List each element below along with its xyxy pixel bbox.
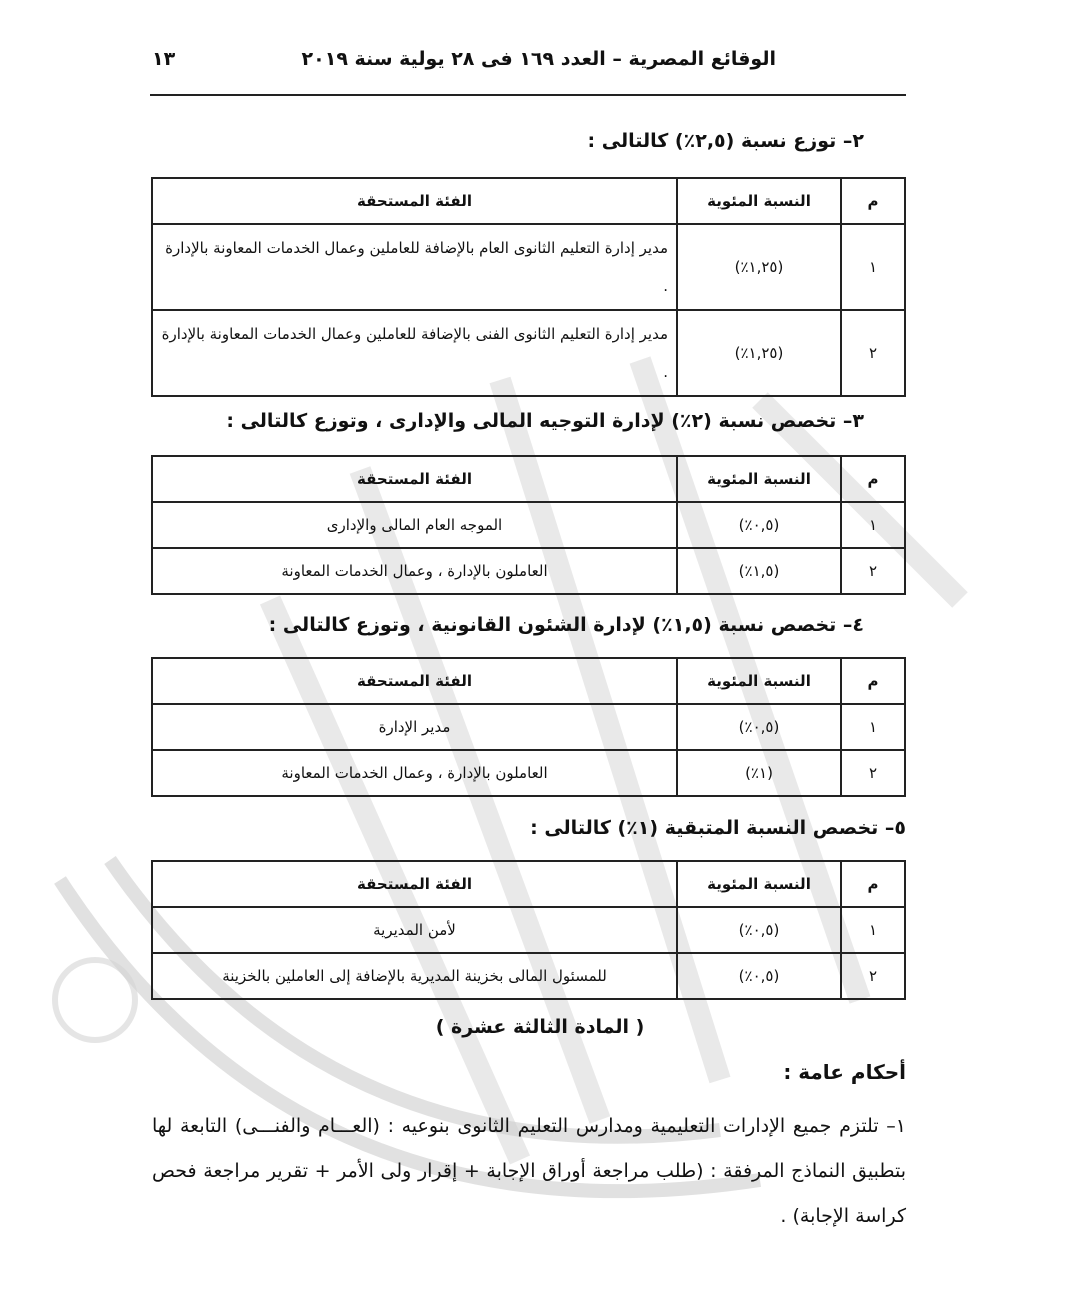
page-number: ١٣ bbox=[152, 48, 176, 70]
header-percent: النسبة المئوية bbox=[677, 178, 841, 224]
table-header-row bbox=[152, 178, 905, 224]
general-provisions-heading: أحكام عامة : bbox=[783, 1060, 906, 1084]
row-num: ١ bbox=[841, 224, 905, 310]
row-percent: (١,٥٪) bbox=[677, 548, 841, 594]
table-row bbox=[152, 548, 905, 594]
header-num: م bbox=[841, 658, 905, 704]
distribution-table bbox=[151, 860, 906, 1000]
row-percent: (١,٢٥٪) bbox=[677, 224, 841, 310]
table-row bbox=[152, 953, 905, 999]
gazette-title: الوقائع المصرية – العدد ١٦٩ فى ٢٨ يولية سنة ٢٠١٩ bbox=[301, 48, 776, 70]
table-row bbox=[152, 224, 905, 310]
header-num: م bbox=[841, 178, 905, 224]
distribution-table bbox=[151, 177, 906, 397]
section-heading: ٥– تخصص النسبة المتبقية (١٪) كالتالى : bbox=[530, 817, 906, 839]
row-num: ٢ bbox=[841, 548, 905, 594]
row-percent: (٠,٥٪) bbox=[677, 907, 841, 953]
header-percent: النسبة المئوية bbox=[677, 861, 841, 907]
row-percent: (١,٢٥٪) bbox=[677, 310, 841, 396]
body-paragraph: ١– تلتزم جميع الإدارات التعليمية ومدارس التعليم الثانوى بنوعيه : (العـــام والفنـــى) التابعة لها بتطبيق النماذج المرفقة : (طلب مراجعة أوراق الإجابة + إقرار ولى الأمر + تقرير مراجعة فحص كراسة الإجابة) . bbox=[152, 1115, 906, 1227]
table-header-row bbox=[152, 456, 905, 502]
row-category: الموجه العام المالى والإدارى bbox=[152, 502, 677, 548]
header-category: الفئة المستحقة bbox=[152, 178, 677, 224]
table-row bbox=[152, 907, 905, 953]
row-percent: (١٪) bbox=[677, 750, 841, 796]
table-row bbox=[152, 310, 905, 396]
row-num: ١ bbox=[841, 907, 905, 953]
distribution-table bbox=[151, 657, 906, 797]
row-num: ١ bbox=[841, 502, 905, 548]
section-heading: ٣– تخصص نسبة (٢٪) لإدارة التوجيه المالى والإدارى ، وتوزع كالتالى : bbox=[226, 410, 864, 432]
table-row bbox=[152, 502, 905, 548]
table-row bbox=[152, 750, 905, 796]
row-category: مدير إدارة التعليم الثانوى الفنى بالإضافة للعاملين وعمال الخدمات المعاونة بالإدارة . bbox=[152, 310, 677, 396]
row-num: ١ bbox=[841, 704, 905, 750]
row-category: للمسئول المالى بخزينة المديرية بالإضافة إلى العاملين بالخزينة bbox=[152, 953, 677, 999]
distribution-table bbox=[151, 455, 906, 595]
section-heading: ٢– توزع نسبة (٢,٥٪) كالتالى : bbox=[587, 130, 864, 152]
header-category: الفئة المستحقة bbox=[152, 456, 677, 502]
article-title: ( المادة الثالثة عشرة ) bbox=[435, 1016, 645, 1038]
page-header bbox=[150, 44, 906, 96]
table-header-row bbox=[152, 658, 905, 704]
section-heading: ٤– تخصص نسبة (١,٥٪) لإدارة الشئون القانونية ، وتوزع كالتالى : bbox=[268, 614, 864, 636]
header-category: الفئة المستحقة bbox=[152, 658, 677, 704]
header-category: الفئة المستحقة bbox=[152, 861, 677, 907]
header-percent: النسبة المئوية bbox=[677, 456, 841, 502]
row-num: ٢ bbox=[841, 953, 905, 999]
header-num: م bbox=[841, 456, 905, 502]
header-percent: النسبة المئوية bbox=[677, 658, 841, 704]
table-header-row bbox=[152, 861, 905, 907]
row-category: مدير الإدارة bbox=[152, 704, 677, 750]
row-percent: (٠,٥٪) bbox=[677, 953, 841, 999]
row-percent: (٠,٥٪) bbox=[677, 704, 841, 750]
row-num: ٢ bbox=[841, 310, 905, 396]
row-category: مدير إدارة التعليم الثانوى العام بالإضافة للعاملين وعمال الخدمات المعاونة بالإدارة . bbox=[152, 224, 677, 310]
row-num: ٢ bbox=[841, 750, 905, 796]
header-num: م bbox=[841, 861, 905, 907]
row-category: العاملون بالإدارة ، وعمال الخدمات المعاونة bbox=[152, 548, 677, 594]
row-percent: (٠,٥٪) bbox=[677, 502, 841, 548]
row-category: العاملون بالإدارة ، وعمال الخدمات المعاونة bbox=[152, 750, 677, 796]
table-row bbox=[152, 704, 905, 750]
row-category: لأمن المديرية bbox=[152, 907, 677, 953]
